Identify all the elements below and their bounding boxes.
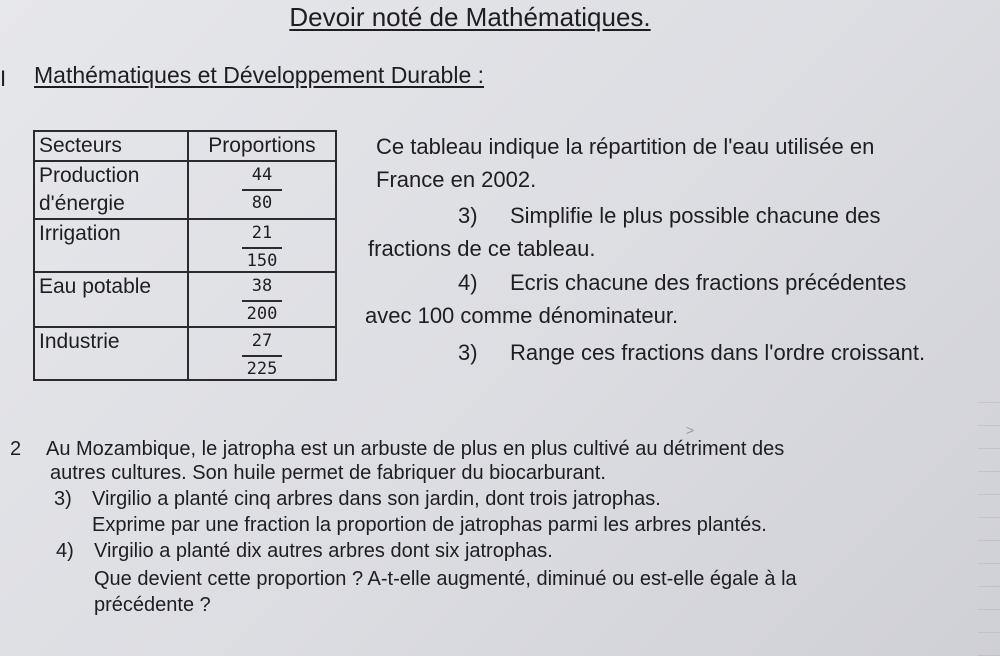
section-2-question-4-line-3: précédente ? (94, 594, 211, 616)
proportion-cell (188, 272, 336, 327)
fraction-bar (242, 247, 282, 249)
question-5-number: 3) (458, 340, 478, 365)
numerator: 44 (251, 165, 273, 185)
sector-cell (34, 272, 188, 327)
denominator: 200 (246, 304, 278, 324)
sector-cell (34, 219, 188, 272)
denominator: 80 (251, 193, 273, 213)
section-2-line-1: Au Mozambique, le jatropha est un arbuste de plus en plus cultivé au détriment des (46, 438, 785, 460)
section-2-line-2: autres cultures. Son huile permet de fabriquer du biocarburant. (50, 462, 606, 484)
fraction (242, 276, 282, 324)
document-title: Devoir noté de Mathématiques. (289, 2, 651, 32)
denominator: 150 (246, 251, 278, 271)
table-row (34, 327, 336, 380)
table-header-row (34, 131, 336, 161)
question-4-number: 4) (458, 270, 478, 295)
proportion-cell (188, 161, 336, 219)
fraction (242, 165, 282, 213)
sector-label: Irrigation (39, 222, 121, 245)
section-2-number: 2 (10, 438, 22, 460)
column-header-proportions: Proportions (188, 131, 336, 161)
section-2-question-4-number: 4) (56, 540, 74, 562)
numerator: 38 (251, 276, 273, 296)
section-2-question-4-line-1: Virgilio a planté dix autres arbres dont six jatrophas. (94, 540, 553, 562)
table-row (34, 219, 336, 272)
question-4-line-1: Ecris chacune des fractions précédentes (510, 270, 907, 295)
section-2-question-4-line-2: Que devient cette proportion ? A-t-elle augmenté, diminué ou est-elle égale à la (94, 568, 797, 590)
sector-label: Production (39, 164, 140, 187)
fraction-bar (242, 300, 282, 302)
sector-cell (34, 327, 188, 380)
denominator: 225 (246, 359, 278, 379)
section-2-question-3-line-2: Exprime par une fraction la proportion de jatrophas parmi les arbres plantés. (92, 514, 767, 536)
sector-label-continued: d'énergie (39, 192, 125, 215)
section-1-heading: Mathématiques et Développement Durable : (34, 62, 485, 88)
sector-cell (34, 161, 188, 219)
question-3-number: 3) (458, 203, 478, 228)
fraction-bar (242, 355, 282, 357)
section-2-question-3-line-1: Virgilio a planté cinq arbres dans son jardin, dont trois jatrophas. (92, 488, 661, 510)
pen-mark: > (686, 422, 695, 438)
water-distribution-table (33, 130, 337, 381)
fraction (242, 331, 282, 379)
intro-line-2: France en 2002. (376, 167, 537, 192)
table-row (34, 161, 336, 219)
sector-label: Eau potable (39, 275, 152, 298)
column-header-secteurs: Secteurs (34, 131, 188, 161)
sector-label: Industrie (39, 330, 120, 353)
proportion-cell (188, 219, 336, 272)
background-sheet-lines (978, 380, 1000, 656)
numerator: 21 (251, 223, 273, 243)
question-4-line-2: avec 100 comme dénominateur. (365, 303, 679, 328)
proportion-cell (188, 327, 336, 380)
table-row (34, 272, 336, 327)
section-2-question-3-number: 3) (54, 488, 72, 510)
section-1-marker: I (0, 66, 7, 91)
intro-line-1: Ce tableau indique la répartition de l'eau utilisée en (376, 134, 875, 159)
question-3-line-2: fractions de ce tableau. (368, 236, 596, 261)
fraction (242, 223, 282, 271)
question-5-line-1: Range ces fractions dans l'ordre croissant. (510, 340, 926, 365)
numerator: 27 (251, 331, 273, 351)
question-3-line-1: Simplifie le plus possible chacune des (510, 203, 881, 228)
fraction-bar (242, 189, 282, 191)
